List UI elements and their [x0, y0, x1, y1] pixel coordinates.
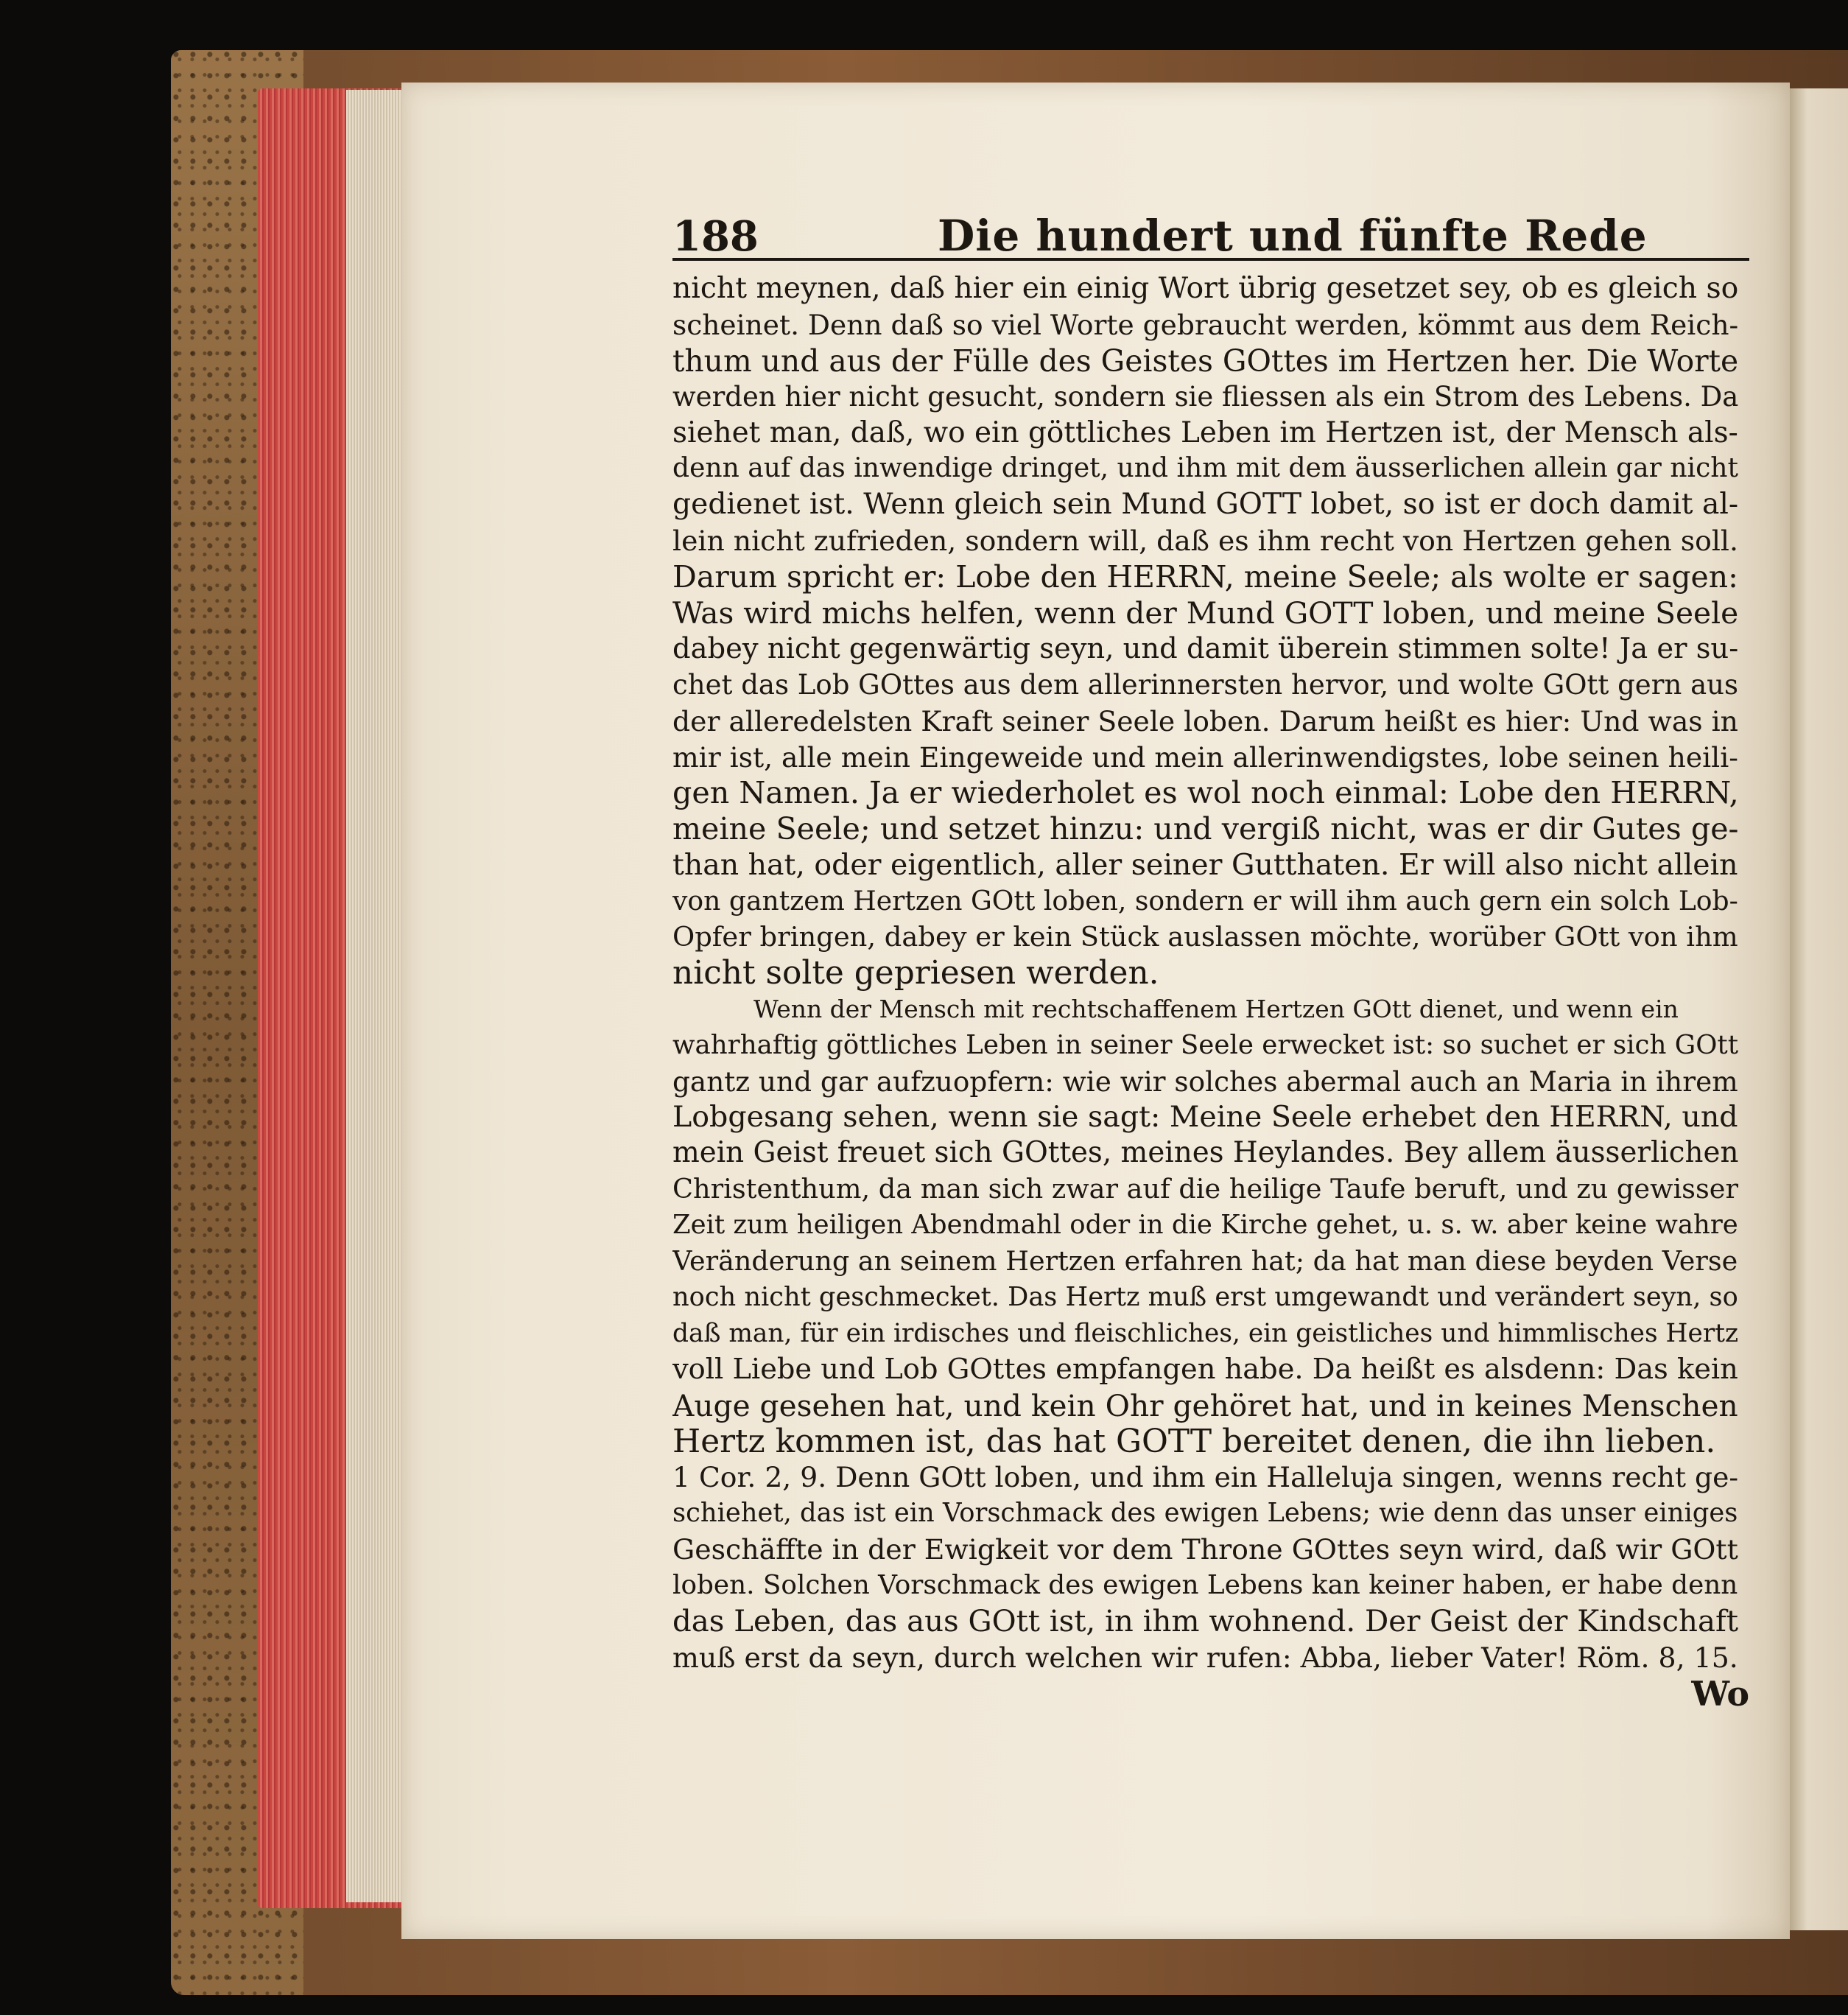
page-text-block: [672, 206, 1749, 1712]
text-line: 1 Cor. 2, 9. Denn GOtt loben, und ihm ein Halleluja singen, wenns recht ge-: [672, 1461, 1739, 1494]
text-line: muß erst da seyn, durch welchen wir rufen: Abba, lieber Vater! Röm. 8, 15.: [672, 1641, 1738, 1674]
running-title: Die hundert und fünfte Rede: [938, 211, 1648, 261]
text-line: loben. Solchen Vorschmack des ewigen Lebens kan keiner haben, er habe denn: [672, 1570, 1738, 1601]
text-line: Auge gesehen hat, und kein Ohr gehöret hat, und in keines Menschen: [672, 1387, 1738, 1423]
body-text: [672, 271, 1749, 1712]
text-line: Hertz kommen ist, das hat GOTT bereitet denen, die ihn lieben.: [672, 1423, 1716, 1460]
text-line: thum und aus der Fülle des Geistes GOttes im Hertzen her. Die Worte: [672, 343, 1739, 379]
text-line: noch nicht geschmecket. Das Hertz muß erst umgewandt und verändert seyn, so: [672, 1281, 1738, 1312]
text-line: daß man, für ein irdisches und fleischliches, ein geistliches und himmlisches Hertz: [672, 1318, 1739, 1348]
text-line: gedienet ist. Wenn gleich sein Mund GOTT lobet, so ist er doch damit al-: [672, 488, 1739, 522]
text-line: nicht solte gepriesen werden.: [672, 955, 1159, 992]
text-line: Opfer bringen, dabey er kein Stück auslassen möchte, worüber GOtt von ihm: [672, 921, 1738, 953]
page-header: [672, 206, 1749, 261]
text-line: wahrhaftig göttliches Leben in seiner Seele erwecket ist: so suchet er sich GOtt: [672, 1029, 1739, 1060]
text-line: das Leben, das aus GOtt ist, in ihm wohnend. Der Geist der Kindschaft: [672, 1604, 1739, 1639]
text-line: schiehet, das ist ein Vorschmack des ewigen Lebens; wie denn das unser einiges: [672, 1498, 1738, 1529]
text-line: Was wird michs helfen, wenn der Mund GOTT loben, und meine Seele: [672, 595, 1739, 631]
text-line: Lobgesang sehen, wenn sie sagt: Meine Seele erhebet den HERRN, und: [672, 1100, 1738, 1135]
text-line: gantz und gar aufzuopfern: wie wir solches abermal auch an Maria in ihrem: [672, 1065, 1738, 1098]
text-line: than hat, oder eigentlich, aller seiner Gutthaten. Er will also nicht allein: [672, 848, 1738, 883]
paragraph-start-line: Wenn der Mensch mit rechtschaffenem Hertzen GOtt dienet, und wenn ein: [753, 994, 1679, 1023]
text-line: lein nicht zufrieden, sondern will, daß es ihm recht von Hertzen gehen soll.: [672, 525, 1738, 558]
text-line: siehet man, daß, wo ein göttliches Leben im Hertzen ist, der Mensch als-: [672, 416, 1738, 449]
text-line: der alleredelsten Kraft seiner Seele loben. Darum heißt es hier: Und was in: [672, 704, 1738, 737]
text-line: dabey nicht gegenwärtig seyn, und damit überein stimmen solte! Ja er su-: [672, 631, 1739, 665]
facing-page-edge: [1790, 88, 1848, 1930]
text-line: mir ist, alle mein Eingeweide und mein allerinwendigstes, lobe seinen heili-: [672, 740, 1738, 774]
text-line: Veränderung an seinem Hertzen erfahren hat; da hat man diese beyden Verse: [672, 1245, 1738, 1278]
text-line: Darum spricht er: Lobe den HERRN, meine Seele; als wolte er sagen:: [672, 559, 1738, 595]
text-line: mein Geist freuet sich GOttes, meines Heylandes. Bey allem äusserlichen: [672, 1136, 1739, 1170]
text-line: voll Liebe und Lob GOttes empfangen habe. Da heißt es alsdenn: Das kein: [672, 1352, 1738, 1386]
text-line: meine Seele; und setzet hinzu: und vergiß nicht, was er dir Gutes ge-: [672, 811, 1739, 847]
text-line: Geschäffte in der Ewigkeit vor dem Throne GOttes seyn wird, daß wir GOtt: [672, 1533, 1738, 1566]
catchword: Wo: [1691, 1673, 1749, 1714]
text-line: chet das Lob GOttes aus dem allerinnersten hervor, und wolte GOtt gern aus: [672, 668, 1739, 701]
text-line: Zeit zum heiligen Abendmahl oder in die Kirche gehet, u. s. w. aber keine wahre: [672, 1210, 1738, 1241]
text-line: nicht meynen, daß hier ein einig Wort übrig gesetzet sey, ob es gleich so: [672, 272, 1739, 305]
text-line: denn auf das inwendige dringet, und ihm mit dem äusserlichen allein gar nicht: [672, 453, 1738, 484]
text-line: scheinet. Denn daß so viel Worte gebraucht werden, kömmt aus dem Reich-: [672, 308, 1739, 341]
text-line: werden hier nicht gesucht, sondern sie fliessen als ein Strom des Lebens. Da: [672, 380, 1739, 413]
text-line: Christenthum, da man sich zwar auf die heilige Taufe beruft, und zu gewisser: [672, 1173, 1739, 1205]
text-line: von gantzem Hertzen GOtt loben, sondern er will ihm auch gern ein solch Lob-: [672, 885, 1738, 917]
page-number: 188: [672, 212, 759, 261]
text-line: gen Namen. Ja er wiederholet es wol noch einmal: Lobe den HERRN,: [672, 775, 1739, 811]
